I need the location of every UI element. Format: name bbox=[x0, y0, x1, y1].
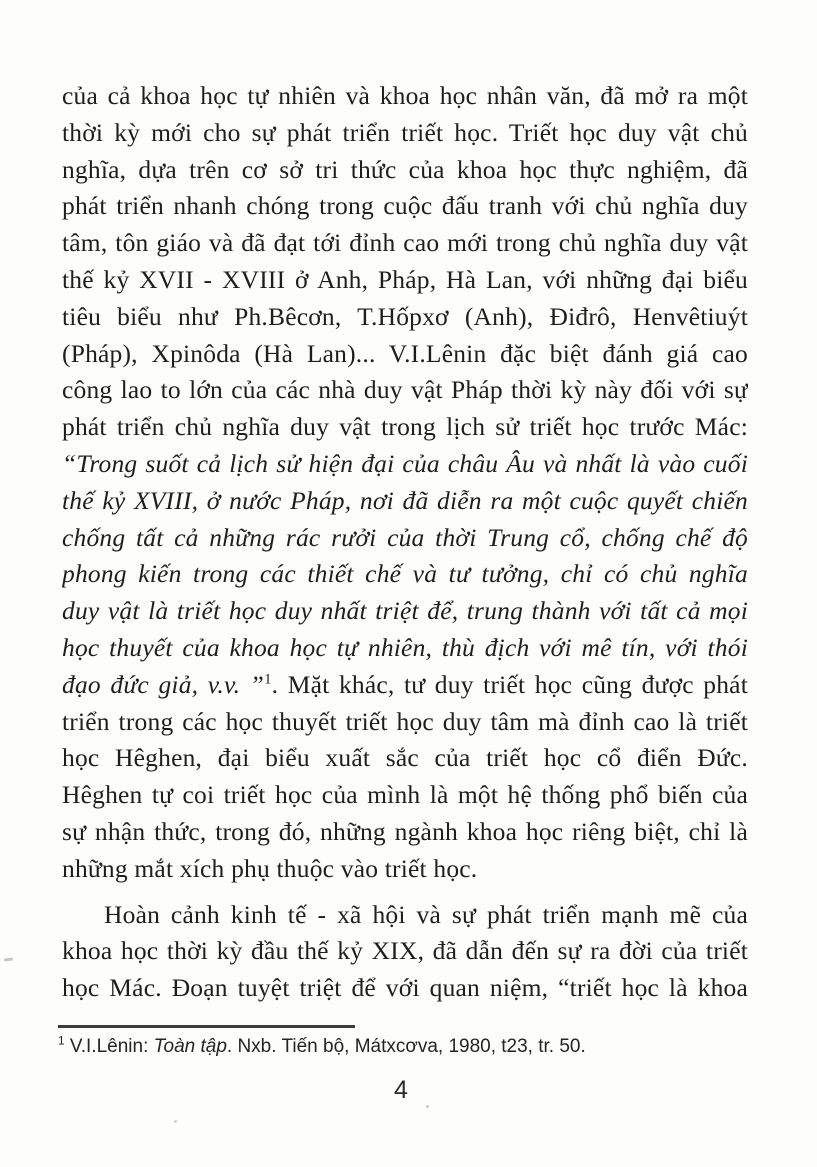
text-segment: “Trong suốt cả lịch sử hiện đại của châu Âu và nhất là vào cuối bbox=[62, 448, 748, 478]
scan-speck bbox=[4, 957, 13, 961]
text-line bbox=[62, 78, 748, 115]
text-line bbox=[62, 409, 748, 446]
text-segment: Hêghen tự coi triết học của mình là một hệ thống phổ biến của bbox=[62, 780, 748, 810]
text-line bbox=[62, 630, 748, 667]
text-line bbox=[62, 336, 748, 373]
text-segment: (Pháp), Xpinôda (Hà Lan)... V.I.Lênin đặc biệt đánh giá cao bbox=[62, 338, 748, 368]
text-line bbox=[62, 897, 748, 934]
text-segment: chống tất cả những rác rưởi của thời Trung cổ, chống chế độ bbox=[62, 522, 748, 552]
text-line bbox=[62, 262, 748, 299]
footnote-text: V.I.Lênin: bbox=[64, 1036, 154, 1057]
text-line bbox=[62, 851, 748, 888]
text-line bbox=[62, 115, 748, 152]
text-segment: phát triển chủ nghĩa duy vật trong lịch sử triết học trước Mác: bbox=[62, 412, 748, 442]
text-segment: tiêu biểu như Ph.Bêcơn, T.Hốpxơ (Anh), Điđrô, Henvêtiuýt bbox=[62, 301, 748, 331]
text-line bbox=[62, 704, 748, 741]
footnote-book-title: Toàn tập bbox=[153, 1036, 227, 1057]
text-segment: Hoàn cảnh kinh tế - xã hội và sự phát triển mạnh mẽ của bbox=[104, 899, 748, 929]
text-segment: công lao to lớn của các nhà duy vật Pháp thời kỳ này đối với sự bbox=[62, 375, 748, 405]
text-line bbox=[62, 152, 748, 189]
footnote-ref: 1 bbox=[264, 671, 272, 688]
text-line bbox=[62, 777, 748, 814]
footnote-text: . Nxb. Tiến bộ, Mátxcơva, 1980, t23, tr. 50. bbox=[226, 1036, 586, 1057]
text-line bbox=[62, 188, 748, 225]
text-segment: học Hêghen, đại biểu xuất sắc của triết học cổ điển Đức. bbox=[62, 743, 748, 773]
footnote-marker: 1 bbox=[58, 1034, 65, 1048]
text-line bbox=[62, 483, 748, 520]
text-line bbox=[62, 225, 748, 262]
text-line bbox=[62, 372, 748, 409]
text-line bbox=[62, 740, 748, 777]
text-line bbox=[62, 299, 748, 336]
text-segment: triển trong các học thuyết triết học duy tâm mà đỉnh cao là triết bbox=[62, 706, 748, 736]
text-line bbox=[62, 556, 748, 593]
text-line bbox=[62, 814, 748, 851]
text-segment: thời kỳ mới cho sự phát triển triết học. Triết học duy vật chủ bbox=[62, 117, 748, 147]
text-line bbox=[62, 520, 748, 557]
page-number: 4 bbox=[394, 1076, 408, 1104]
text-line bbox=[62, 667, 748, 704]
text-segment: phong kiến trong các thiết chế và tư tưởng, chỉ có chủ nghĩa bbox=[62, 559, 748, 589]
footnote-separator bbox=[58, 1025, 355, 1028]
text-line bbox=[62, 446, 748, 483]
text-segment: phát triển nhanh chóng trong cuộc đấu tranh với chủ nghĩa duy bbox=[62, 191, 748, 221]
text-segment: . Mặt khác, tư duy triết học cũng được phát bbox=[271, 669, 748, 699]
text-segment: học Mác. Đoạn tuyệt triệt để với quan niệm, “triết học là khoa bbox=[62, 973, 748, 1003]
text-segment: thế kỷ XVII - XVIII ở Anh, Pháp, Hà Lan, với những đại biểu bbox=[62, 264, 748, 294]
text-segment: tâm, tôn giáo và đã đạt tới đỉnh cao mới trong chủ nghĩa duy vật bbox=[62, 228, 748, 258]
scan-speck bbox=[426, 1105, 429, 1108]
text-segment: nghĩa, dựa trên cơ sở tri thức của khoa học thực nghiệm, đã bbox=[62, 154, 748, 184]
text-block bbox=[62, 78, 748, 1007]
text-segment: những mắt xích phụ thuộc vào triết học. bbox=[62, 853, 478, 883]
text-segment: khoa học thời kỳ đầu thế kỷ XIX, đã dẫn đến sự ra đời của triết bbox=[62, 936, 748, 966]
text-segment: học thuyết của khoa học tự nhiên, thù địch với mê tín, với thói bbox=[62, 632, 748, 662]
text-line bbox=[62, 970, 748, 1007]
text-segment: của cả khoa học tự nhiên và khoa học nhân văn, đã mở ra một bbox=[62, 81, 748, 110]
text-segment: duy vật là triết học duy nhất triệt để, trung thành với tất cả mọi bbox=[62, 596, 748, 626]
text-segment: đạo đức giả, v.v. ” bbox=[62, 669, 265, 699]
text-segment: thế kỷ XVIII, ở nước Pháp, nơi đã diễn ra một cuộc quyết chiến bbox=[62, 485, 748, 515]
scan-speck bbox=[174, 1120, 177, 1123]
text-segment: sự nhận thức, trong đó, những ngành khoa học riêng biệt, chỉ là bbox=[62, 816, 748, 846]
text-line bbox=[62, 593, 748, 630]
footnote bbox=[58, 1036, 758, 1058]
text-line bbox=[62, 933, 748, 970]
